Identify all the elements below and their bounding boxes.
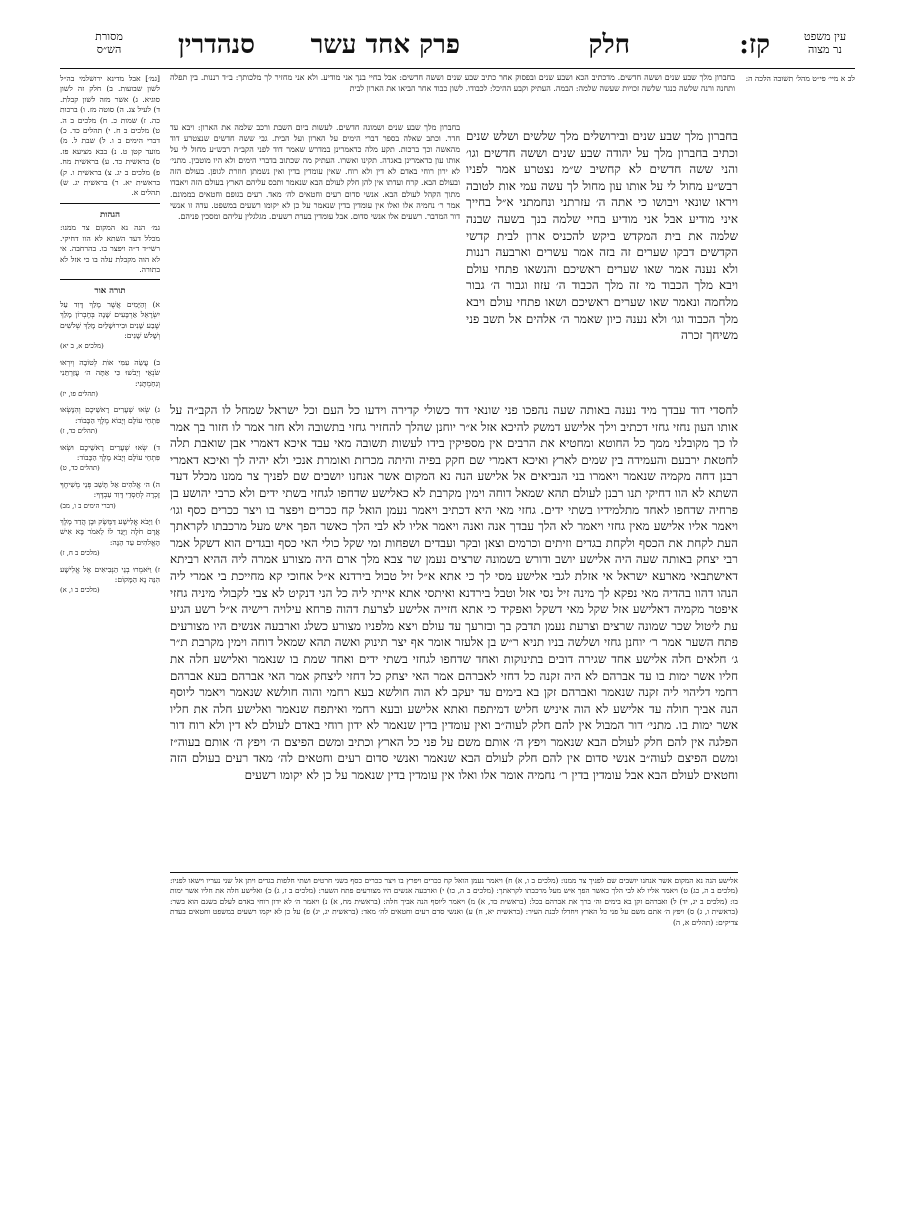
hagahot-title: הגהות bbox=[100, 209, 120, 220]
mesorat-hashas-heading: מסורת הש״ס bbox=[95, 30, 123, 56]
torah-or-verse: א) וְהַיָּמִים אֲשֶׁר מָלַךְ דָּוִד עַל יִשְׂרָאֵל אַרְבָּעִים שָׁנָה בְּחֶבְרוֹן מָלַךְ שֶׁבַע שָׁנִים וּבִירוּשָׁלַיִם מָלַךְ שְׁלֹשִׁים וְשָׁלֹשׁ שָׁנִים: (מלכים א, ב יא) bbox=[60, 299, 160, 351]
torah-or-title: תורה אור bbox=[94, 286, 126, 297]
torah-or-verse: ב) עֲשֵׂה עִמִּי אוֹת לְטוֹבָה וְיִרְאוּ שֹׂנְאַי וְיֵבֹשׁוּ כִּי אַתָּה ה׳ עֲזַרְתַּנִי וְנִחַמְתָּנִי: (תהלים פו, יז) bbox=[60, 357, 160, 398]
margin-divider bbox=[60, 279, 160, 280]
torah-or-verses bbox=[60, 300, 160, 596]
torah-or-verse: ה) ה׳ אֱלֹהִים אַל תָּשֵׁב פְּנֵי מְשִׁיחֶךָ זָכְרָה לְחַסְדֵי דָּוִד עַבְדֶּךָ: (דברי הימים ב ו, מב) bbox=[60, 479, 160, 510]
ein-mishpat-heading: עין משפט נר מצוה bbox=[803, 30, 847, 56]
ein-mishpat-entry: לב א מיי׳ פי״ט מהל׳ תשובה הלכה ה: bbox=[745, 74, 855, 83]
talmud-page bbox=[60, 30, 855, 1140]
gemara-main-text: לחסדי דוד עבדך מיד נענה באותה שעה נהפכו פני שונאי דוד כשולי קדירה וידעו כל העם וכל ישראל שמחל לו הקב״ה על אותו העון נחזי גחזי דכתיב וילך אלישע דמשק להיכא אזל א״ר יוחנן שהלך להחזיר גחזי בתשובה ולא חזר אמר לו חזור בך אמר לו כך מקובלני ממך כל החוטא ומחטיא את הרבים אין מספיקין בידו לעשות תשובה מאי עבד איכא דאמרי אבן שואבת תלה לחטאת ירבעם והעמידה בין שמים לארץ ואיכא דאמרי שם חקק בפיה והיתה מכרזת ואומרת אנכי ולא יהיה לך ואיכא דאמרי רבנן דחה מקמיה שנאמר ויאמרו בני הנביאים אל אלישע הנה נא המקום אשר אנחנו יושבים שם לפניך צר ממנו מכלל דעד השתא לא הוו דחיקי תנו רבנן לעולם תהא שמאל דוחה וימין מקרבת לא כאלישע שדחפו לגחזי בשתי ידים ולא כרבי יהושע בן פרחיה שדחפו לאחד מתלמידיו בשתי ידים. גחזי מאי היא דכתיב ויאמר נעמן הואל קח ככרים ויפצר בו ויצר ככרים כסף וגו׳ ויאמר אליו אלישע מאין גחזי ויאמר לא הלך עבדך אנה ואנה ויאמר אליו לא לבי הלך כאשר הפך איש מעל מרכבתו לקראתך העת לקחת את הכסף ולקחת בגדים וזיתים וכרמים וצאן ובקר ועבדים ושפחות ומי שקל כולי האי כסף ובגדים הוא דשקל אמר רבי יצחק באותה שעה היה אלישע יושב ודורש בשמונה שרצים נעמן שר צבא מלך ארם היה מצורע אמרה ליה ההיא רביתא דאישתבאי מארעא ישראל אי אזלת לגבי אלישע מסי לך כי אתא א״ל זיל טבול בירדנא א״ל אחוכי קא מחייכת בי אמרי ליה הנהו דהוו בהדיה מאי נפקא לך מינה זיל נסי אזל וטבל בירדנא ואיתסי אתא אייתי ליה כל הני דנקיט לא צבי לקבולי מיניה גחזי איפטר מקמיה דאלישע אזל שקל מאי דשקל ואפקיד כי אתא חזייה אלישע לצרעת דהוה פרחא עילויה רישיה א״ל רשע הגיע עת ליטול שכר שמונה שרצים וצרעת נעמן תדבק בך ובזרעך עד עולם ויצא מלפניו מצורע כשלג וארבעה אנשים היו מצורעים פתח השער אמר ר׳ יוחנן גחזי ושלשה בניו תניא ר״ש בן אלעזר אומר אף יצר תינוק ואשה תהא שמאל דוחה וימין מקרבת ת״ר ג׳ חלאים חלה אלישע אחד שגירה דובים בתינוקות ואחד שדחפו לגחזי בשתי ידים ואחד שמת בו שנאמר ואלישע חלה את חליו אשר ימות בו עד אברהם לא היה זקנה כל דחזי לאברהם אמר האי יצחק כל דחזי ליצחק אמר האי אברהם בעא אברהם רחמי דליהוי ליה זקנה שנאמר ואברהם זקן בא בימים עד יעקב לא הוה חולשא בעא רחמי והוה חולשא שנאמר ויאמר ליוסף הנה אביך חולה עד אלישע לא הוה איניש חליש דמיתפח ואתא אלישע ובעא רחמי ואיתפח שנאמר ואלישע חלה את חליו אשר ימות בו. מתני׳ דור המבול אין להם חלק לעוה״ב ואין עומדין בדין שנאמר לא ידון רוחי באדם לעולם לא דין ולא רוח דור הפלגה אין להם חלק לעולם הבא שנאמר ויפץ ה׳ אותם משם על פני כל הארץ וכתיב ומשם הפיצם ה׳ ויפץ ה׳ אותם בעוה״ז ומשם הפיצם לעוה״ב אנשי סדום אין להם חלק לעולם הבא שנאמר ואנשי סדום רעים וחטאים לה׳ מאד רעים בעולם הזה וחטאים לעולם הבא אבל עומדין בדין ר׳ נחמיה אומר אלו ואלו אין עומדין בדין שנאמר על כן לא יקומו רשעים bbox=[170, 403, 738, 783]
torah-or-verse: ד) שְׂאוּ שְׁעָרִים רָאשֵׁיכֶם וּשְׂאוּ פִּתְחֵי עוֹלָם וְיָבֹא מֶלֶךְ הַכָּבוֹד: (תהלים כד, ט) bbox=[60, 442, 160, 473]
hagahot-text: גמ׳ הנה נא המקום צר ממנו: מכלל דעד השתא לא הוו דחיקי. רשי״ד ד״ה ויפצר בו. בהרחבה. אי לא הוה מקבלת עלה בו כי אזל לא בתורה. bbox=[60, 223, 160, 274]
page-header bbox=[60, 30, 855, 70]
torah-or-verse: ג) שְׂאוּ שְׁעָרִים רָאשֵׁיכֶם וְהִנָּשְׂאוּ פִּתְחֵי עוֹלָם וְיָבוֹא מֶלֶךְ הַכָּבוֹד: (תהלים כד, ז) bbox=[60, 405, 160, 436]
masoret-hashas-text: [גמ׳] אבל מדינא ירושלמי בה״ל לשון שבועות. ב) חלק זה לשון סוגיא. ג) אשר מזה לשון קבלת. ד) לעיל צג. ה) סוטה מז. ו) ברכות כה. ז) שמות כ. ח) מלכים ב ה. ט) מלכים ב ח. י) תהלים כד. כ) דברי הימים ב ו. ל) שבת ל. מ) מועד קטן ט. נ) בבא מציעא פז. ס) בראשית כד. ע) בראשית מח. פ) מלכים ב יג. צ) בראשית ו. ק) בראשית יא. ר) בראשית יג. ש) תהלים א. bbox=[60, 74, 160, 198]
footnote-rule bbox=[170, 872, 738, 873]
chapter-name: חלק bbox=[588, 30, 630, 60]
tosafot-top: בחברון מלך שבע שנים וששה חדשים. מדכתיב הכא ושבע שנים ובפסוק אחר כתיב שבע שנים וששה חדשים: אבל בחיי בנך אני מודיע. ולא אני מחזיר לך מלכותך: ב״ד רננות. בין תפלה ותחנה ורנה שלשה כנגד שלשה זכויות שעשה שלמה: הבמה. העתיק וקבע ההיכל: לכבודו. לשון כבוד אחר הביאו את הארון לבית bbox=[170, 73, 735, 94]
header-rule bbox=[60, 68, 855, 69]
ein-mishpat-column bbox=[740, 74, 855, 134]
torah-or-verse: ו) וַיָּבֹא אֱלִישָׁע דַּמֶּשֶׂק וּבֶן הֲדַד מֶלֶךְ אֲרָם חֹלֶה וַיֻּגַּד לוֹ לֵאמֹר בָּא אִישׁ הָאֱלֹהִים עַד הֵנָּה: (מלכים ב ח, ז) bbox=[60, 517, 160, 558]
rashi-commentary: בחברון מלך שבע שנים ושמונה חדשים. לעשות ביום השבת ורכב שלמה את הארון: ויבא עד חדר. וכתב שאלה בספר דברי הימים על הארון ועל הבית. גבי ששה חדשים שנצטרע דוד מהאשה וכך ברכות. תקע מלה כדאמרינן במדרש שאמר דוד לפני הקב״ה רבש״ע מחול לי על אותו עון כדאמרינן באגדה. תקינו ואשרו. העתיק מה שכתוב בדברי הימים ולא היו מוטבין. מתני׳ לא ירון רוחי באדם לא דין ולא רוח. שאין עומדין בדין ואין נשמתן חוזרת לגופן. בעולם הזה ובעולם הבא. קרח ועדתו אין להן חלק לעולם הבא שנאמר ותכס עליהם הארץ בעולם הזה ויאבדו מתוך הקהל לעולם הבא. אנשי סדום רעים וחטאים לה׳ מאד. רעים בגופם וחטאים בממונם. אמר ר׳ נחמיה אלו ואלו אין עומדין בדין שנאמר על כן לא יקומו רשעים במשפט. עדה זו אנשי דור המדבר. רשעים אלו אנשי סדום. אבל עומדין בעדת רשעים. מגלגלין עליהם ומסכין פניהם. bbox=[170, 123, 460, 221]
torah-or-verse: ז) וַיֹּאמְרוּ בְנֵי הַנְּבִיאִים אֶל אֱלִישָׁע הִנֵּה נָא הַמָּקוֹם: (מלכים ב ו, א) bbox=[60, 564, 160, 595]
gemara-column: בחברון מלך שבע שנים ובירושלים מלך שלשים ושלש שנים וכתיב בחברון מלך על יהודה שבע שנים וששה חדשים וגו׳ והני ששה חדשים לא קחשיב ש״מ נצטרע אמר לפניו רבש״ע מחול לי על אותו עון מחול לך עשה עמי אות לטובה ויראו שונאי ויבושו כי אתה ה׳ עזרתני ונחמתני א״ל בחייך איני מודיע אבל אני מודיע בחיי שלמה בנך בשעה שבנה שלמה את בית המקדש ביקש להכניס ארון לבית קדשי הקדשים דבקו שערים זה בזה אמר עשרים וארבעה רננות ולא נענה אמר שאו שערים ראשיכם והנשאו פתחי עולם ויבא מלך הכבוד מי זה מלך הכבוד ה׳ עזוז וגבור ה׳ גבור מלחמה ונאמר שאו שערים ראשיכם ושאו פתחי עולם ויבא מלך הכבוד וגו׳ ולא נענה כיון שאמר ה׳ אלהים אל תשב פני משיחך זכרה bbox=[466, 129, 738, 343]
tractate-name: סנהדרין bbox=[178, 30, 255, 60]
margin-column bbox=[60, 74, 160, 1064]
page-number: קז: bbox=[739, 30, 770, 60]
margin-divider bbox=[60, 203, 160, 204]
verse-footnotes: אלישע הנה נא המקום אשר אנחנו יושבים שם לפניך צר ממנו: (מלכים ב ו, א) ח) ויאמר נעמן הואל קח ככרים ויפרץ בו ויצר ככרים כסף בשני חרטים ושתי חלפות בגדים ויתן אל שני נעריו וישאו לפניו: (מלכים ב ה, כג) ט) ויאמר אליו לא לבי הלך כאשר הפך איש מעל מרכבתו לקראתך: (מלכים ב ה, כו) י) וארבעה אנשים היו מצורעים פתח השער: (מלכים ב ז, ג) כ) ואלישע חלה את חליו אשר ימות בו: (מלכים ב יג, יד) ל) ואברהם זקן בא בימים וה׳ ברך את אברהם בכל: (בראשית כד, א) מ) ויאמר ליוסף הנה אביך חלה: (בראשית מח, א) נ) ויאמר ה׳ לא ידון רוחי באדם לעלם בשגם הוא בשר: (בראשית ו, ג) ס) ויפץ ה׳ אתם משם על פני כל הארץ ויחדלו לבנת העיר: (בראשית יא, ח) ע) ואנשי סדם רעים וחטאים לה׳ מאד: (בראשית יג, יג) פ) על כן לא יקמו רשעים במשפט וחטאים בעדת צדיקים: (תהלים א, ה) bbox=[170, 876, 738, 927]
chapter-title: פרק אחד עשר bbox=[310, 30, 460, 60]
